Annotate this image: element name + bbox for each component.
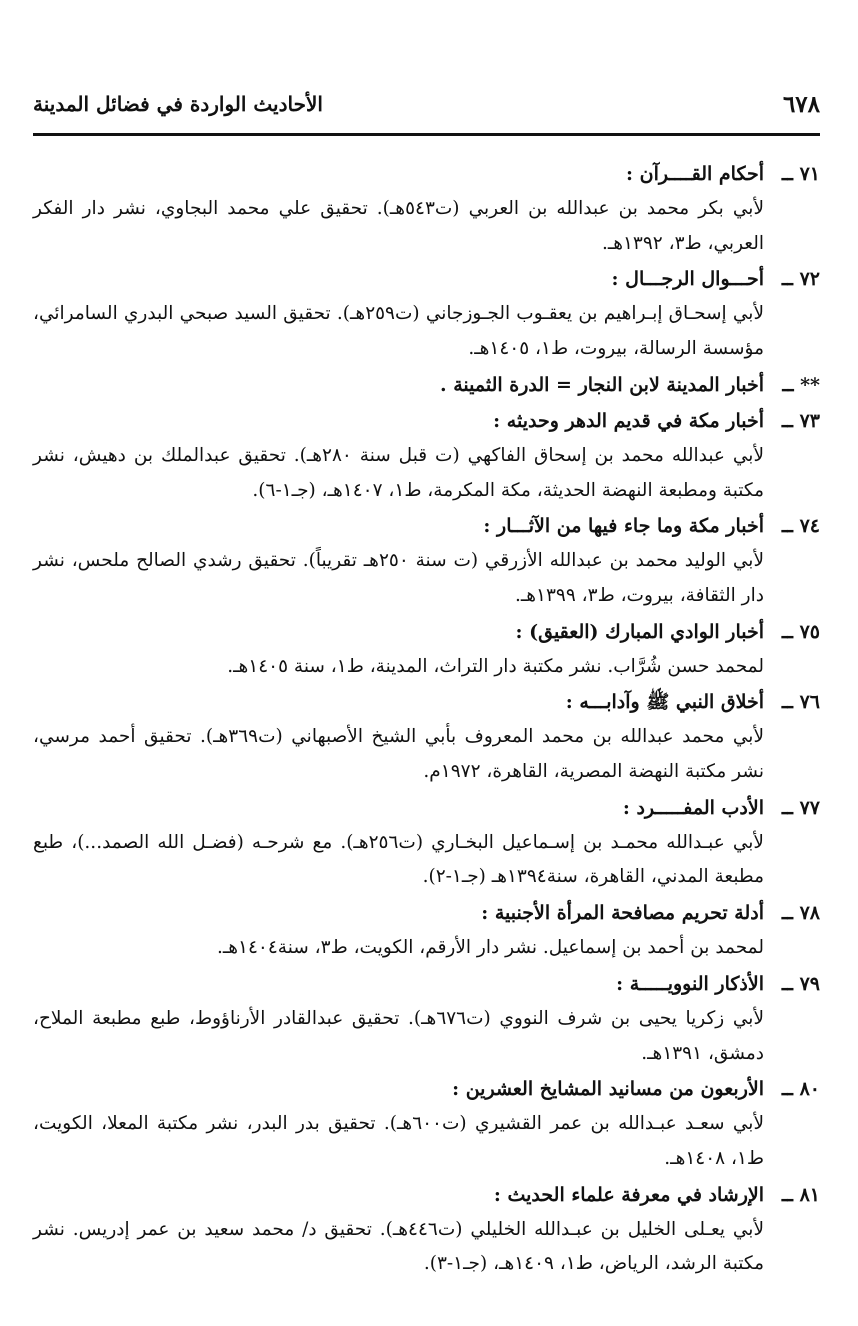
- entry-heading: [33, 895, 820, 931]
- page-header: [33, 82, 820, 126]
- entry-body: لأبي عبدالله محمد بن إسحاق الفاكهي (ت قبل سنة ٢٨٠هـ). تحقيق عبدالملك بن دهيش، نشر مكتبة ومطبعة النهضة الحديثة، مكة المكرمة، ط١، ١٤٠٧هـ، (جـ١-٦).: [33, 444, 764, 501]
- bibliography-entry: [33, 966, 820, 1071]
- entry-title: أخبار مكة في قديم الدهر وحديثه :: [493, 409, 764, 432]
- entry-title: الأذكار النوويـــــة :: [616, 972, 764, 995]
- entry-body: لأبي محمد عبدالله بن محمد المعروف بأبي الشيخ الأصبهاني (ت٣٦٩هـ). تحقيق أحمد مرسي، نشر مكتبة النهضة المصرية، القاهرة، ١٩٧٢م.: [33, 726, 764, 783]
- entry-heading: [33, 403, 820, 439]
- bibliography-entry: [33, 403, 820, 508]
- entry-title: أحكام القــــرآن :: [626, 163, 764, 185]
- entry-title: أخبار الوادي المبارك (العقيق) :: [515, 620, 764, 643]
- entry-heading: [33, 1071, 820, 1107]
- bibliography-entry: [33, 1071, 820, 1176]
- entry-title: الأدب المفـــــرد :: [622, 796, 764, 819]
- bibliography-entry: [33, 790, 820, 895]
- entry-number: ٧٢ ــ: [781, 268, 820, 291]
- entry-body: لأبي زكريا يحيى بن شرف النووي (ت٦٧٦هـ). تحقيق عبدالقادر الأرناؤوط، طبع مطبعة الملاح، دمشق، ١٣٩١هـ.: [33, 1007, 764, 1064]
- entry-number: ٨١ ــ: [781, 1183, 820, 1206]
- entry-heading: [33, 261, 820, 297]
- entry-title: أخبار مكة وما جاء فيها من الآثـــار :: [483, 515, 764, 538]
- entry-title: الإرشاد في معرفة علماء الحديث :: [493, 1183, 764, 1206]
- entry-heading: [33, 684, 820, 720]
- running-title: الأحاديث الواردة في فضائل المدينة: [33, 92, 323, 116]
- page-number: ٦٧٨: [782, 90, 820, 118]
- entry-title: أخلاق النبي ﷺ وآدابـــه :: [565, 691, 764, 714]
- entry-body: لأبي سعـد عبـدالله بن عمر القشيري (ت٦٠٠هـ). تحقيق بدر البدر، نشر مكتبة المعلا، الكويت، ط١، ١٤٠٨هـ.: [33, 1113, 764, 1169]
- entry-title: أخبار المدينة لابن النجار = الدرة الثمينة .: [439, 373, 764, 396]
- entry-number: ٧٦ ــ: [781, 691, 820, 714]
- entry-heading: [33, 156, 820, 192]
- entry-body: لأبي بكر محمد بن عبدالله بن العربي (ت٥٤٣هـ). تحقيق علي محمد البجاوي، نشر دار الفكر العربي، ط٣، ١٣٩٢هـ.: [33, 198, 765, 254]
- entry-number: ٧٥ ــ: [781, 620, 820, 643]
- bibliography-entry: [33, 367, 820, 403]
- entry-body: لمحمد بن أحمد بن إسماعيل. نشر دار الأرقم، الكويت، ط٣، سنة١٤٠٤هـ.: [216, 937, 764, 959]
- entry-number: ٧٨ ــ: [781, 902, 820, 925]
- bibliography-entry: [33, 261, 820, 366]
- entry-heading: [33, 367, 820, 403]
- bibliography-list: [33, 156, 820, 1282]
- bibliography-entry: [33, 614, 820, 685]
- entry-title: أدلة تحريم مصافحة المرأة الأجنبية :: [481, 902, 764, 925]
- entry-number: ٨٠ ــ: [781, 1078, 820, 1101]
- entry-number: ٧٣ ــ: [781, 409, 820, 432]
- bibliography-entry: [33, 156, 820, 261]
- entry-heading: [33, 508, 820, 544]
- entry-number: ** ــ: [782, 373, 820, 396]
- header-rule: [33, 133, 820, 136]
- entry-number: ٧٧ ــ: [781, 796, 820, 819]
- entry-number: ٧٩ ــ: [781, 972, 820, 995]
- entry-title: أحـــوال الرجـــال :: [611, 268, 764, 291]
- bibliography-entry: [33, 684, 820, 789]
- entry-number: ٧١ ــ: [781, 163, 820, 185]
- entry-body: لأبي الوليد محمد بن عبدالله الأزرقي (ت سنة ٢٥٠هـ تقريباً). تحقيق رشدي الصالح ملحس، نشر دار الثقافة، بيروت، ط٣، ١٣٩٩هـ.: [33, 550, 765, 606]
- entry-body: لمحمد حسن شُرَّاب. نشر مكتبة دار التراث، المدينة، ط١، سنة ١٤٠٥هـ.: [227, 655, 764, 677]
- bibliography-entry: [33, 895, 820, 966]
- entry-body: لأبي عبـدالله محمـد بن إسـماعيل البخـاري (ت٢٥٦هـ). مع شرحـه (فضـل الله الصمد...)، طبع مطبعة المدني، القاهرة، سنة١٣٩٤هـ (جـ١-٢).: [33, 831, 764, 888]
- bibliography-entry: [33, 1177, 820, 1282]
- entry-heading: [33, 790, 820, 826]
- entry-body: لأبي يعـلى الخليل بن عبـدالله الخليلي (ت٤٤٦هـ). تحقيق د/ محمد سعيد بن عمر إدريس. نشر مكتبة الرشد، الرياض، ط١، ١٤٠٩هـ، (جـ١-٣).: [33, 1218, 764, 1275]
- entry-title: الأربعون من مسانيد المشايخ العشرين :: [452, 1078, 764, 1101]
- entry-body: لأبي إسحـاق إبـراهيم بن يعقـوب الجـوزجاني (ت٢٥٩هـ). تحقيق السيد صبحي البدري السامرائي، مؤسسة الرسالة، بيروت، ط١، ١٤٠٥هـ.: [33, 303, 764, 360]
- bibliography-entry: [33, 508, 820, 613]
- entry-number: ٧٤ ــ: [781, 515, 820, 538]
- entry-heading: [33, 614, 820, 650]
- entry-heading: [33, 1177, 820, 1213]
- entry-heading: [33, 966, 820, 1002]
